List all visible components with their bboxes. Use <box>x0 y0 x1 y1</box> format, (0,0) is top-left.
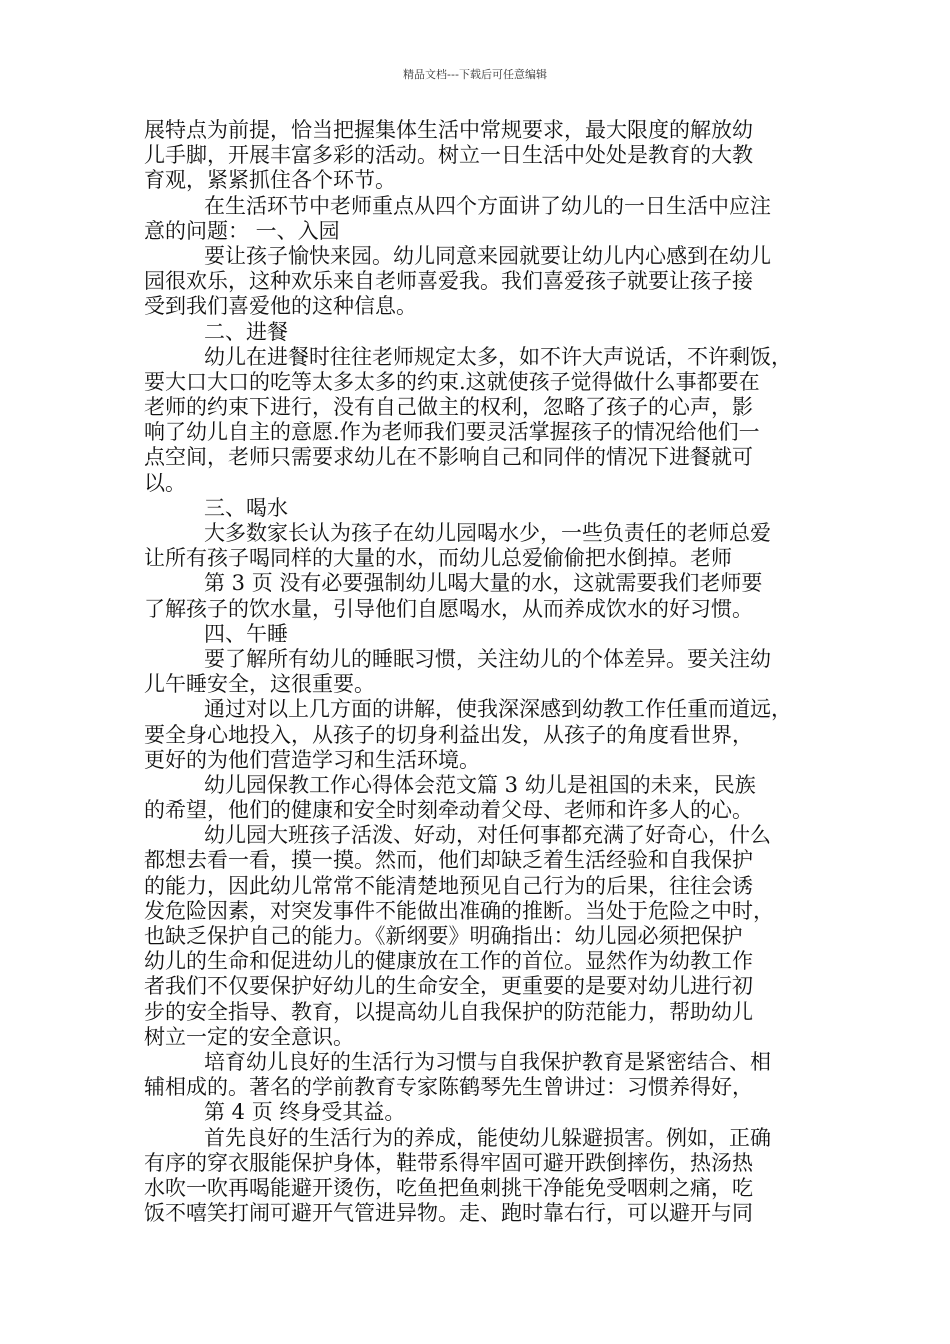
text-line: 者我们不仅要保护好幼儿的生命安全，更重要的是要对幼儿进行初 <box>144 974 753 999</box>
text-line: 儿手脚，开展丰富多彩的活动。树立一日生活中处处是教育的大教 <box>144 143 753 168</box>
text-line: 园很欢乐，这种欢乐来自老师喜爱我。我们喜爱孩子就要让孩子接 <box>144 269 753 294</box>
text-line: 第 3 页 没有必要强制幼儿喝大量的水，这就需要我们老师要 <box>204 571 763 596</box>
text-line: 水吹一吹再喝能避开烫伤，吃鱼把鱼刺挑干净能免受咽刺之痛，吃 <box>144 1175 753 1200</box>
text-line: 更好的为他们营造学习和生活环境。 <box>144 747 480 772</box>
section-heading: 三、喝水 <box>204 495 288 520</box>
text-line: 要了解所有幼儿的睡眠习惯，关注幼儿的个体差异。要关注幼 <box>204 646 771 671</box>
text-line: 首先良好的生活行为的养成，能使幼儿躲避损害。例如，正确 <box>204 1125 771 1150</box>
text-line: 都想去看一看，摸一摸。然而，他们却缺乏着生活经验和自我保护 <box>144 848 753 873</box>
section-heading: 二、进餐 <box>204 319 288 344</box>
text-line: 展特点为前提，恰当把握集体生活中常规要求，最大限度的解放幼 <box>144 118 753 142</box>
text-line: 步的安全指导、教育，以提高幼儿自我保护的防范能力，帮助幼儿 <box>144 999 753 1024</box>
section-heading: 四、午睡 <box>204 621 288 646</box>
text-line: 的能力，因此幼儿常常不能清楚地预见自己行为的后果，往往会诱 <box>144 873 753 898</box>
text-line: 树立一定的安全意识。 <box>144 1024 354 1049</box>
text-line: 大多数家长认为孩子在幼儿园喝水少，一些负责任的老师总爱 <box>204 521 771 545</box>
text-line: 幼儿在进餐时往往老师规定太多，如不许大声说话，不许剩饭， <box>204 344 792 369</box>
text-line: 也缺乏保护自己的能力。《新纲要》明确指出：幼儿园必须把保护 <box>144 924 743 948</box>
text-line: 培育幼儿良好的生活行为习惯与自我保护教育是紧密结合、相 <box>204 1049 771 1074</box>
text-line: 通过对以上几方面的讲解，使我深深感到幼教工作任重而道远， <box>204 697 792 722</box>
text-line: 有序的穿衣服能保护身体，鞋带系得牢固可避开跌倒摔伤，热汤热 <box>144 1150 753 1175</box>
text-line: 幼儿园大班孩子活泼、好动，对任何事都充满了好奇心，什么 <box>204 823 771 848</box>
text-line: 在生活环节中老师重点从四个方面讲了幼儿的一日生活中应注 <box>204 193 771 218</box>
text-line: 老师的约束下进行，没有自己做主的权利，忽略了孩子的心声，影 <box>144 395 753 420</box>
text-line: 发危险因素，对突发事件不能做出准确的推断。当处于危险之中时， <box>144 898 774 923</box>
text-line: 点空间，老师只需要求幼儿在不影响自己和同伴的情况下进餐就可 <box>144 445 753 470</box>
text-line: 了解孩子的饮水量，引导他们自愿喝水，从而养成饮水的好习惯。 <box>144 596 753 621</box>
text-line: 意的问题： 一、入园 <box>144 218 340 243</box>
text-line: 饭不嘻笑打闹可避开气管进异物。走、跑时靠右行，可以避开与同 <box>144 1201 753 1226</box>
text-line: 的希望，他们的健康和安全时刻牵动着父母、老师和许多人的心。 <box>144 798 753 823</box>
document-body <box>144 118 808 1226</box>
text-line: 以。 <box>144 470 186 495</box>
text-line: 响了幼儿自主的意愿.作为老师我们要灵活掌握孩子的情况给他们一 <box>144 420 760 445</box>
text-line: 让所有孩子喝同样的大量的水，而幼儿总爱偷偷把水倒掉。老师 <box>144 546 732 571</box>
text-line: 儿午睡安全，这很重要。 <box>144 672 375 697</box>
text-line: 幼儿园保教工作心得体会范文篇 3 幼儿是祖国的未来，民族 <box>204 772 756 797</box>
text-line: 辅相成的。著名的学前教育专家陈鹤琴先生曾讲过：习惯养得好， <box>144 1075 753 1100</box>
page-header: 精品文档---下载后可任意编辑 <box>403 68 547 81</box>
text-line: 要全身心地投入，从孩子的切身利益出发，从孩子的角度看世界， <box>144 722 753 747</box>
text-line: 要大口大口的吃等太多太多的约束.这就使孩子觉得做什么事都要在 <box>144 369 760 394</box>
text-line: 受到我们喜爱他的这种信息。 <box>144 294 417 319</box>
text-line: 要让孩子愉快来园。幼儿同意来园就要让幼儿内心感到在幼儿 <box>204 243 771 268</box>
text-line: 幼儿的生命和促进幼儿的健康放在工作的首位。显然作为幼教工作 <box>144 949 753 974</box>
text-line: 第 4 页 终身受其益。 <box>204 1100 406 1125</box>
text-line: 育观，紧紧抓住各个环节。 <box>144 168 396 193</box>
